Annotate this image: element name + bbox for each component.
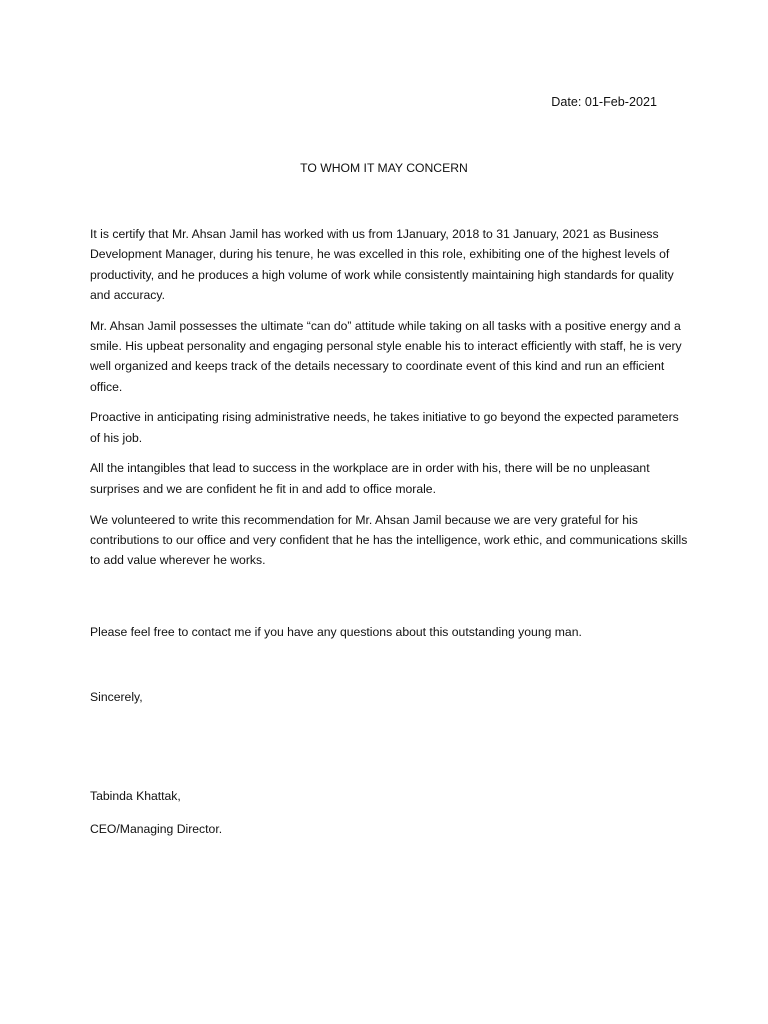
paragraph-recommendation: We volunteered to write this recommendation for Mr. Ahsan Jamil because we are very grateful for his contributions to our office and very confident that he has the intelligence, work ethic, and communications skills to add value wherever he works. [90, 512, 688, 568]
paragraph-employment: It is certify that Mr. Ahsan Jamil has worked with us from 1January, 2018 to 31 January, 2021 as Business Development Manager, during his tenure, he was excelled in this role, exhibiting one of the highest levels of productivity, and he produces a high volume of work while consistently maintaining high standards for quality and accuracy. [90, 227, 674, 302]
paragraph-attitude: Mr. Ahsan Jamil possesses the ultimate “can do” attitude while taking on all tasks with a positive energy and a smile. His upbeat personality and engaging personal style enable his to interact efficiently with staff, he is very well organized and keeps track of the details necessary to coordinate event of this kind and run an efficient office. [90, 318, 682, 394]
signer-name: Tabinda Khattak, [90, 789, 181, 803]
paragraph-proactive: Proactive in anticipating rising administrative needs, he takes initiative to go beyond the expected parameters of his job. [90, 410, 679, 445]
signer-title: CEO/Managing Director. [90, 822, 223, 836]
closing-salutation: Sincerely, [90, 690, 143, 704]
letter-date: Date: 01-Feb-2021 [551, 95, 657, 109]
contact-line: Please feel free to contact me if you have any questions about this outstanding young man. [90, 625, 582, 639]
letter-body [90, 224, 690, 581]
paragraph-intangibles: All the intangibles that lead to success in the workplace are in order with his, there will be no unpleasant surprises and we are confident he fit in and add to office morale. [90, 461, 650, 496]
letter-heading: TO WHOM IT MAY CONCERN [300, 161, 468, 175]
